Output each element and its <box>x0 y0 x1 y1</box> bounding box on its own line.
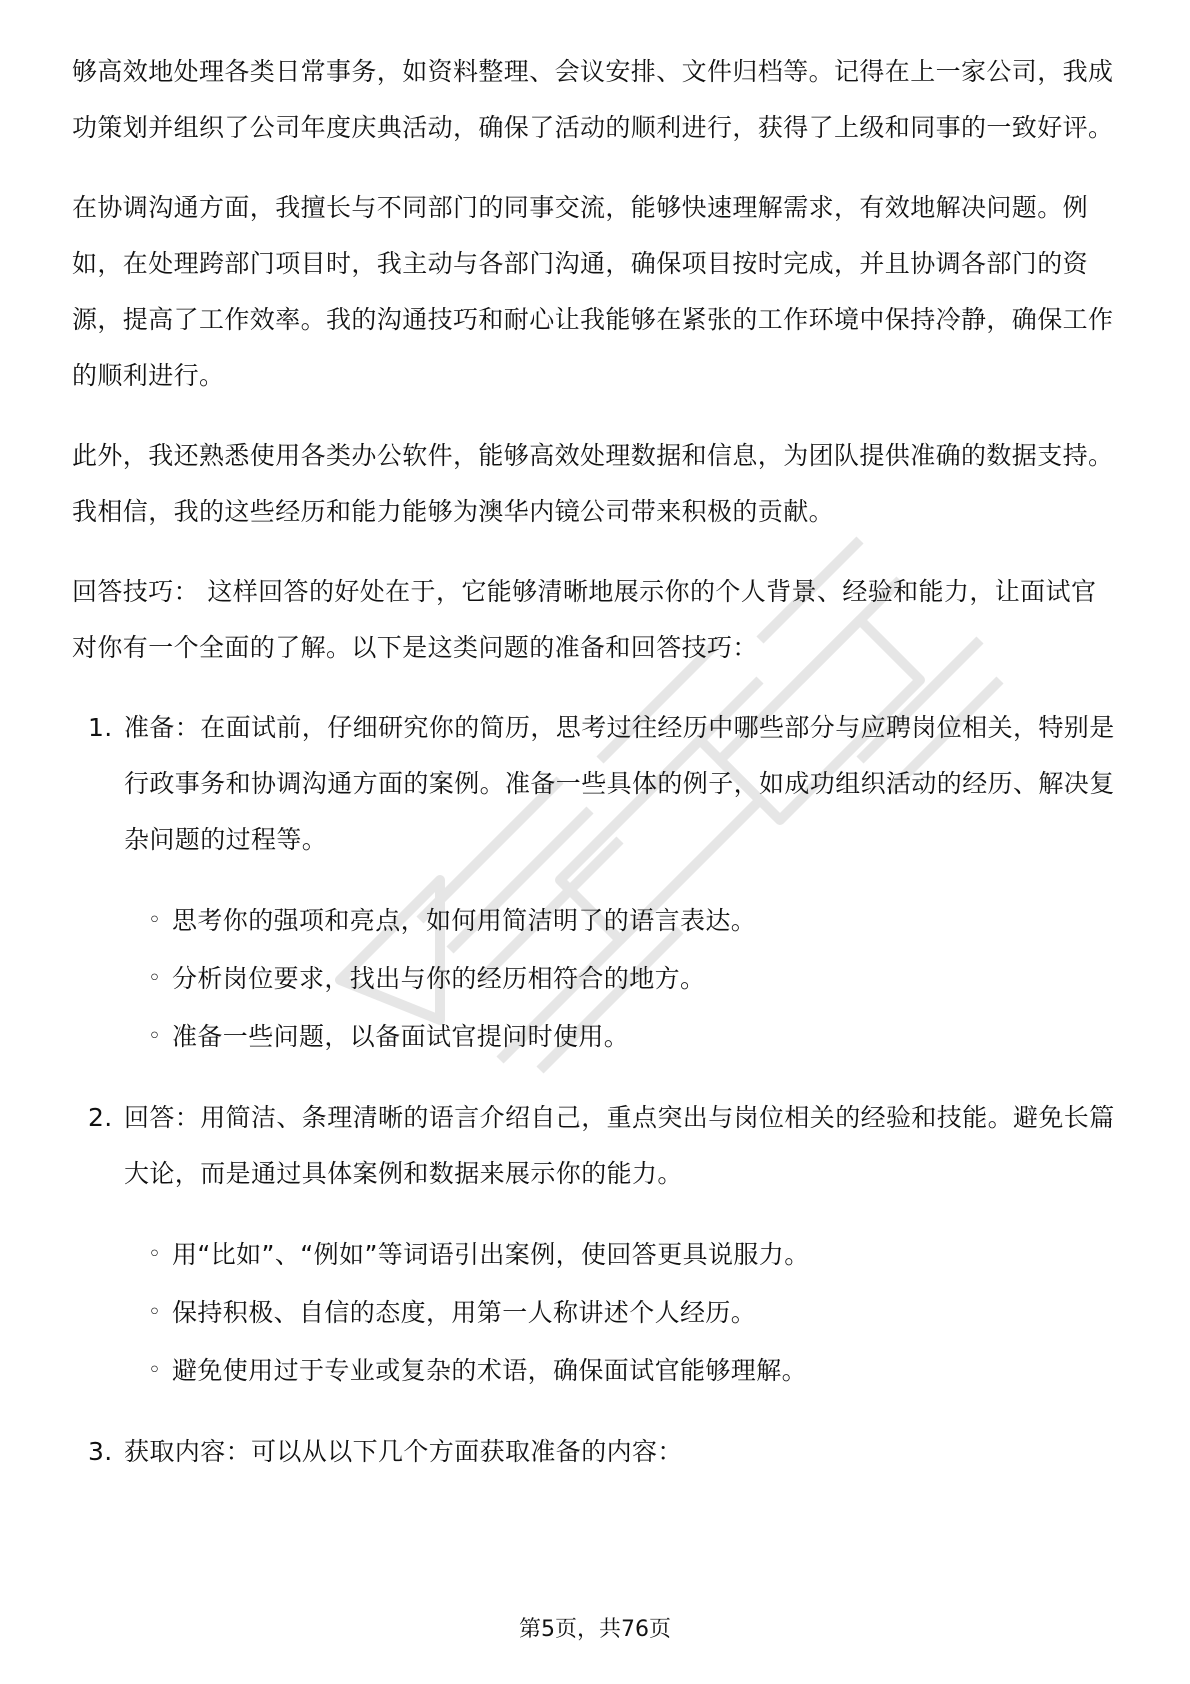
hollow-bullet-icon: ◦ <box>148 966 162 991</box>
sub-list-item-text: 用“比如”、“例如”等词语引出案例，使回答更具说服力。 <box>172 1240 810 1269</box>
sub-list-item <box>124 1008 1118 1066</box>
list-item-answer <box>72 1090 1118 1400</box>
sub-list-item <box>124 950 1118 1008</box>
sub-list-item <box>124 892 1118 950</box>
hollow-bullet-icon: ◦ <box>148 908 162 933</box>
list-item-prepare <box>72 700 1118 1066</box>
hollow-bullet-icon: ◦ <box>148 1358 162 1383</box>
sub-list-item-text: 保持积极、自信的态度，用第一人称讲述个人经历。 <box>172 1298 757 1327</box>
list-item-get-content <box>72 1424 1118 1480</box>
hollow-bullet-icon: ◦ <box>148 1242 162 1267</box>
answer-tips-paragraph: 回答技巧： 这样回答的好处在于，它能够清晰地展示你的个人背景、经验和能力，让面试官对你有一个全面的了解。以下是这类问题的准备和回答技巧： <box>72 577 1097 662</box>
list-number: 1. <box>88 713 113 742</box>
sub-list <box>124 892 1118 1066</box>
document-body <box>72 44 1118 1504</box>
sub-list-item <box>124 1226 1118 1284</box>
sub-list <box>124 1226 1118 1400</box>
sub-list-item <box>124 1284 1118 1342</box>
hollow-bullet-icon: ◦ <box>148 1024 162 1049</box>
hollow-bullet-icon: ◦ <box>148 1300 162 1325</box>
list-item-text: 准备：在面试前，仔细研究你的简历，思考过往经历中哪些部分与应聘岗位相关，特别是行政事务和协调沟通方面的案例。准备一些具体的例子，如成功组织活动的经历、解决复杂问题的过程等。 <box>124 713 1115 854</box>
sub-list-item-text: 避免使用过于专业或复杂的术语，确保面试官能够理解。 <box>172 1356 808 1385</box>
paragraph-3: 此外，我还熟悉使用各类办公软件，能够高效处理数据和信息，为团队提供准确的数据支持。我相信，我的这些经历和能力能够为澳华内镜公司带来积极的贡献。 <box>72 441 1114 526</box>
sub-list-item <box>124 1342 1118 1400</box>
list-number: 2. <box>88 1103 113 1132</box>
page-footer: 第5页，共76页 <box>519 1617 671 1642</box>
sub-list-item-text: 分析岗位要求，找出与你的经历相符合的地方。 <box>172 964 706 993</box>
list-item-text: 回答：用简洁、条理清晰的语言介绍自己，重点突出与岗位相关的经验和技能。避免长篇大论，而是通过具体案例和数据来展示你的能力。 <box>124 1103 1115 1188</box>
list-item-text: 获取内容：可以从以下几个方面获取准备的内容： <box>124 1437 683 1466</box>
sub-list-item-text: 思考你的强项和亮点，如何用简洁明了的语言表达。 <box>172 906 757 935</box>
paragraph-1: 够高效地处理各类日常事务，如资料整理、会议安排、文件归档等。记得在上一家公司，我成功策划并组织了公司年度庆典活动，确保了活动的顺利进行，获得了上级和同事的一致好评。 <box>72 57 1114 142</box>
paragraph-2: 在协调沟通方面，我擅长与不同部门的同事交流，能够快速理解需求，有效地解决问题。例如，在处理跨部门项目时，我主动与各部门沟通，确保项目按时完成，并且协调各部门的资源，提高了工作效率。我的沟通技巧和耐心让我能够在紧张的工作环境中保持冷静，确保工作的顺利进行。 <box>72 193 1114 390</box>
tips-list <box>72 700 1118 1480</box>
list-number: 3. <box>88 1437 113 1466</box>
sub-list-item-text: 准备一些问题，以备面试官提问时使用。 <box>172 1022 630 1051</box>
